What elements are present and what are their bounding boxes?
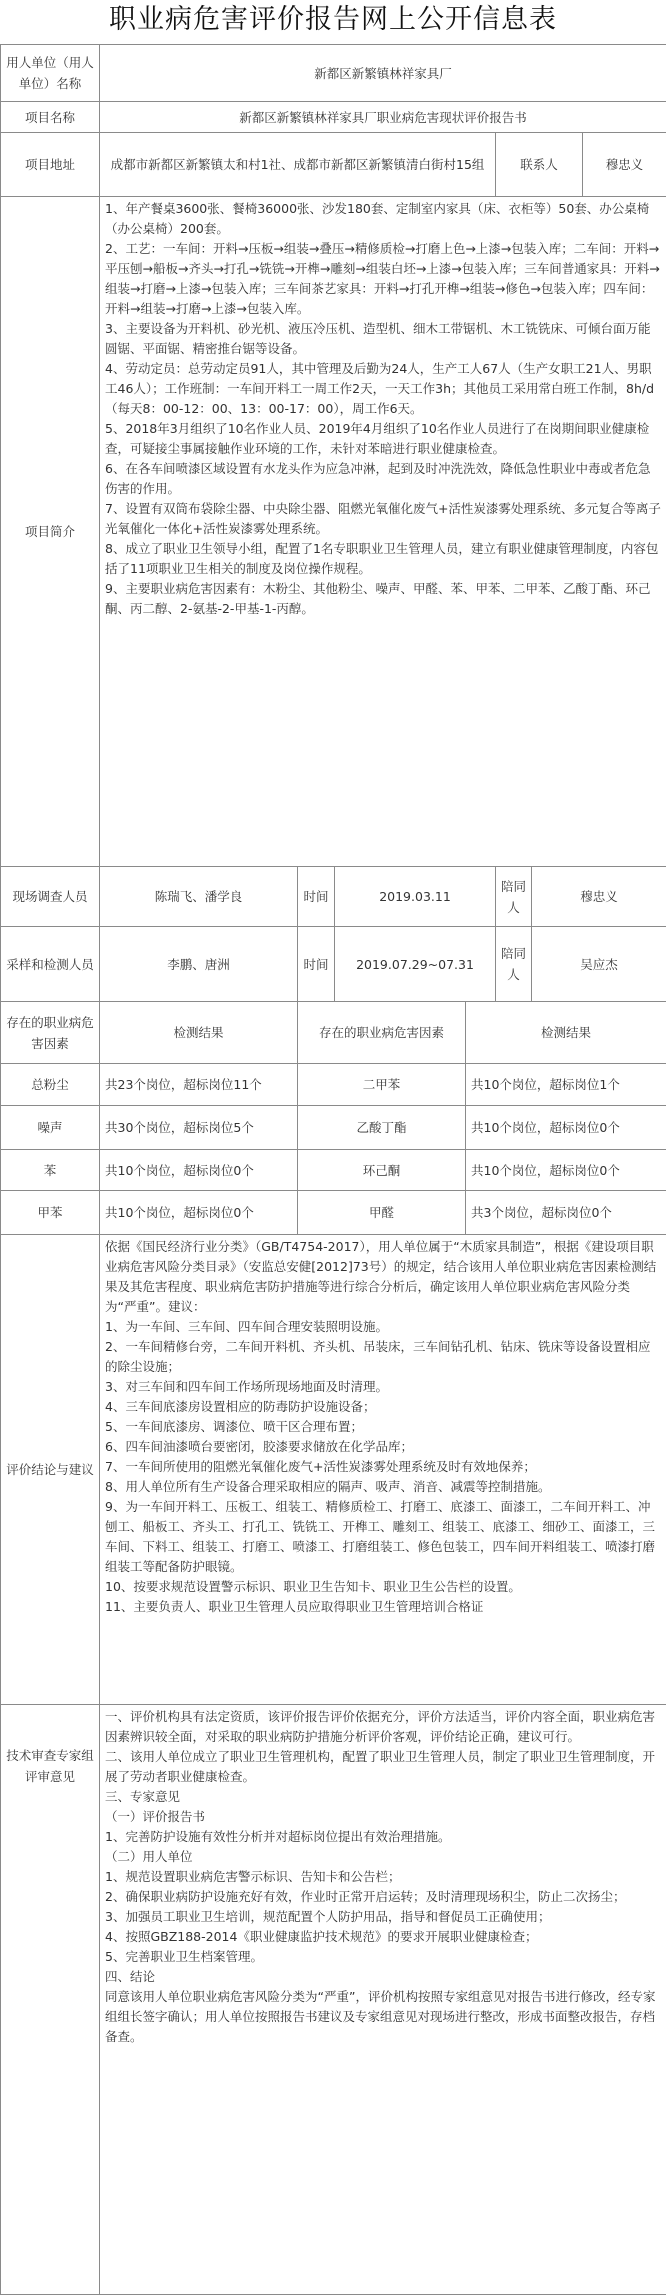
hazard-header-row [1, 1002, 666, 1064]
intro-paragraph: 5、2018年3月组织了10名作业人员、2019年4月组织了10名作业人员进行了在岗期间职业健康检查，可疑接尘事属接触作业环境的工作，未针对苯暗进行职业健康检查。 [105, 421, 650, 456]
expert-paragraph: 3、加强员工职业卫生培训，规范配置个人防护用品，指导和督促员工正确使用； [105, 1909, 551, 1924]
contact-label: 联系人 [496, 133, 583, 197]
hazard-result: 共10个岗位，超标岗位0个 [100, 1150, 298, 1191]
project-name-row [1, 102, 666, 133]
expert-paragraph: （一）评价报告书 [105, 1809, 206, 1824]
intro-paragraph: 4、劳动定员：总劳动定员91人，其中管理及后勤为24人，生产工人67人（生产女职工21人、男职工46人）；工作班制：一车间开料工一周工作2天，一天工作3h；其他员工采用常白班工作制，8h/d（每天8：00-12：00、13：00-17：00），周工作6天。 [105, 361, 655, 416]
conclusion-paragraph: 1、为一车间、三车间、四车间合理安装照明设施。 [105, 1319, 388, 1334]
project-intro-content [100, 197, 666, 867]
conclusion-paragraph: 8、用人单位所有生产设备合理采取相应的隔声、吸声、消音、减震等控制措施。 [105, 1479, 551, 1494]
hazard-factor: 总粉尘 [1, 1064, 100, 1106]
hazard-result: 共10个岗位，超标岗位0个 [466, 1150, 666, 1191]
employer-row [1, 45, 666, 102]
sampling-accompany-label: 陪同人 [496, 927, 532, 1002]
intro-paragraph: 6、在各车间喷漆区域设置有水龙头作为应急冲淋，起到及时冲洗洗效，降低急性职业中毒或者危急伤害的作用。 [105, 461, 651, 496]
expert-row [1, 1705, 666, 2295]
site-time-label: 时间 [298, 867, 335, 927]
expert-paragraph: 1、完善防护设施有效性分析并对超标岗位提出有效治理措施。 [105, 1829, 451, 1844]
expert-paragraph: （二）用人单位 [105, 1849, 193, 1864]
expert-content [100, 1705, 666, 2295]
site-survey-row [1, 867, 666, 927]
conclusion-paragraph: 依据《国民经济行业分类》（GB/T4754-2017），用人单位属于“木质家具制造”，根据《建设项目职业病危害风险分类目录》（安监总安健[2012]73号）的规定，结合该用人单位职业病危害因素检测结果及其危害程度、职业病危害防护措施等进行综合分析后，确定该用人单位职业病危害风险分类为“严重”。建议： [105, 1239, 657, 1314]
conclusion-paragraph: 4、三车间底漆房设置相应的防毒防护设施设备； [105, 1399, 376, 1414]
hazard-result: 共23个岗位，超标岗位11个 [100, 1064, 298, 1106]
hazard-factor: 二甲苯 [298, 1064, 466, 1106]
hazard-row [1, 1064, 666, 1106]
hazard-factor: 环己酮 [298, 1150, 466, 1191]
contact-value: 穆忠义 [583, 133, 666, 197]
intro-paragraph: 7、设置有双筒布袋除尘器、中央除尘器、阻燃光氧催化废气+活性炭漆雾处理系统、多元复合等离子光氧催化一体化+活性炭漆雾处理系统。 [105, 501, 661, 536]
expert-paragraph: 一、评价机构具有法定资质，该评价报告评价依据充分，评价方法适当，评价内容全面，职业病危害因素辨识较全面，对采取的职业病防护措施分析评价客观，评价结论正确，建议可行。 [105, 1709, 656, 1744]
hazard-result: 共10个岗位，超标岗位0个 [100, 1191, 298, 1235]
sampling-accompany-value: 吴应杰 [532, 927, 666, 1002]
expert-paragraph: 4、按照GBZ188-2014《职业健康监护技术规范》的要求开展职业健康检查； [105, 1929, 538, 1944]
site-survey-staff: 陈瑞飞、潘学良 [100, 867, 298, 927]
expert-paragraph: 三、专家意见 [105, 1789, 181, 1804]
sampling-staff: 李鹏、唐洲 [100, 927, 298, 1002]
project-name-value: 新都区新繁镇林祥家具厂职业病危害现状评价报告书 [100, 102, 666, 133]
project-intro-row [1, 197, 666, 867]
intro-paragraph: 3、主要设备为开料机、砂光机、液压冷压机、造型机、细木工带锯机、木工铣铣床、可倾台面万能圆锯、平面锯、精密推台锯等设备。 [105, 321, 651, 356]
result-header-2: 检测结果 [466, 1002, 666, 1064]
expert-paragraph: 1、规范设置职业病危害警示标识、告知卡和公告栏； [105, 1869, 401, 1884]
hazard-factor: 噪声 [1, 1106, 100, 1150]
conclusion-paragraph: 5、一车间底漆房、调漆位、喷干区合理布置； [105, 1419, 363, 1434]
intro-paragraph: 2、工艺：一车间：开料→压板→组装→叠压→精修质检→打磨上色→上漆→包装入库；二车间：开料→平压刨→船板→齐头→打孔→铣铣→开榫→雕刻→组装白坯→上漆→包装入库；三车间普通家具：开料→组装→打磨→上漆→包装入库；三车间茶艺家具：开料→打孔开榫→组装→修色→包装入库；四车间：开料→组装→打磨→上漆→包装入库。 [105, 241, 660, 316]
conclusion-paragraph: 9、为一车间开料工、压板工、组装工、精修质检工、打磨工、底漆工、面漆工，二车间开料工、冲刨工、船板工、齐头工、打孔工、铣铣工、开榫工、雕刻工、组装工、底漆工、细砂工、面漆工，三车间、下料工、组装工、打磨工、喷漆工、打磨组装工、修色包装工，四车间开料组装工、喷漆打磨组装工等配备防护眼镜。 [105, 1499, 656, 1574]
info-table [0, 44, 666, 2295]
hazard-factor: 乙酸丁酯 [298, 1106, 466, 1150]
hazard-factor: 甲苯 [1, 1191, 100, 1235]
result-header-1: 检测结果 [100, 1002, 298, 1064]
hazard-factor: 甲醛 [298, 1191, 466, 1235]
conclusion-row [1, 1235, 666, 1705]
conclusion-paragraph: 11、主要负责人、职业卫生管理人员应取得职业卫生管理培训合格证 [105, 1599, 484, 1614]
sampling-label: 采样和检测人员 [1, 927, 100, 1002]
conclusion-content [100, 1235, 666, 1705]
expert-paragraph: 5、完善职业卫生档案管理。 [105, 1949, 263, 1964]
hazard-factor: 苯 [1, 1150, 100, 1191]
hazard-row [1, 1106, 666, 1150]
site-time-value: 2019.03.11 [335, 867, 496, 927]
hazard-header-1: 存在的职业病危害因素 [1, 1002, 100, 1064]
project-name-label: 项目名称 [1, 102, 100, 133]
hazard-result: 共10个岗位，超标岗位0个 [466, 1106, 666, 1150]
project-address-value: 成都市新都区新繁镇太和村1社、成都市新都区新繁镇清白街村15组 [100, 133, 496, 197]
hazard-row [1, 1150, 666, 1191]
conclusion-paragraph: 6、四车间油漆喷台要密闭，胶漆要求储放在化学品库； [105, 1439, 413, 1454]
project-address-label: 项目地址 [1, 133, 100, 197]
page-title: 职业病危害评价报告网上公开信息表 [109, 4, 557, 35]
site-accompany-value: 穆忠义 [532, 867, 666, 927]
sampling-time-value: 2019.07.29~07.31 [335, 927, 496, 1002]
expert-paragraph: 二、该用人单位成立了职业卫生管理机构，配置了职业卫生管理人员，制定了职业卫生管理制度，开展了劳动者职业健康检查。 [105, 1749, 656, 1784]
sampling-time-label: 时间 [298, 927, 335, 1002]
intro-paragraph: 9、主要职业病危害因素有：木粉尘、其他粉尘、噪声、甲醛、苯、甲苯、二甲苯、乙酸丁酯、环己酮、丙二醇、2-氨基-2-甲基-1-丙醇。 [105, 581, 651, 616]
hazard-result: 共3个岗位，超标岗位0个 [466, 1191, 666, 1235]
conclusion-paragraph: 3、对三车间和四车间工作场所现场地面及时清理。 [105, 1379, 388, 1394]
conclusion-paragraph: 7、一车间所使用的阻燃光氧催化废气+活性炭漆雾处理系统及时有效地保养； [105, 1459, 536, 1474]
expert-paragraph: 2、确保职业病防护设施充好有效，作业时正常开启运转；及时清理现场积尘，防止二次扬尘； [105, 1889, 626, 1904]
conclusion-label: 评价结论与建议 [1, 1235, 100, 1705]
project-address-row [1, 133, 666, 197]
hazard-result: 共30个岗位，超标岗位5个 [100, 1106, 298, 1150]
intro-paragraph: 8、成立了职业卫生领导小组，配置了1名专职职业卫生管理人员，建立有职业健康管理制度，内容包括了11项职业卫生相关的制度及岗位操作规程。 [105, 541, 659, 576]
project-intro-label: 项目简介 [1, 197, 100, 867]
conclusion-paragraph: 10、按要求规范设置警示标识、职业卫生告知卡、职业卫生公告栏的设置。 [105, 1579, 521, 1594]
sampling-row [1, 927, 666, 1002]
expert-label: 技术审查专家组评审意见 [1, 1705, 100, 2295]
expert-paragraph: 四、结论 [105, 1969, 156, 1984]
site-accompany-label: 陪同人 [496, 867, 532, 927]
hazard-row [1, 1191, 666, 1235]
intro-paragraph: 1、年产餐桌3600张、餐椅36000张、沙发180套、定制室内家具（床、衣柜等）50套、办公桌椅（办公桌椅）200套。 [105, 201, 650, 236]
conclusion-paragraph: 2、一车间精修台旁，二车间开料机、齐头机、吊装床，三车间钻孔机、钻床、铣床等设备设置相应的除尘设施； [105, 1339, 651, 1374]
hazard-result: 共10个岗位，超标岗位1个 [466, 1064, 666, 1106]
employer-label: 用人单位（用人单位）名称 [1, 45, 100, 102]
employer-value: 新都区新繁镇林祥家具厂 [100, 45, 666, 102]
hazard-header-2: 存在的职业病危害因素 [298, 1002, 466, 1064]
site-survey-label: 现场调查人员 [1, 867, 100, 927]
expert-paragraph: 同意该用人单位职业病危害风险分类为“严重”，评价机构按照专家组意见对报告书进行修改，经专家组组长签字确认；用人单位按照报告书建议及专家组意见对现场进行整改，形成书面整改报告，存档备查。 [105, 1989, 656, 2044]
